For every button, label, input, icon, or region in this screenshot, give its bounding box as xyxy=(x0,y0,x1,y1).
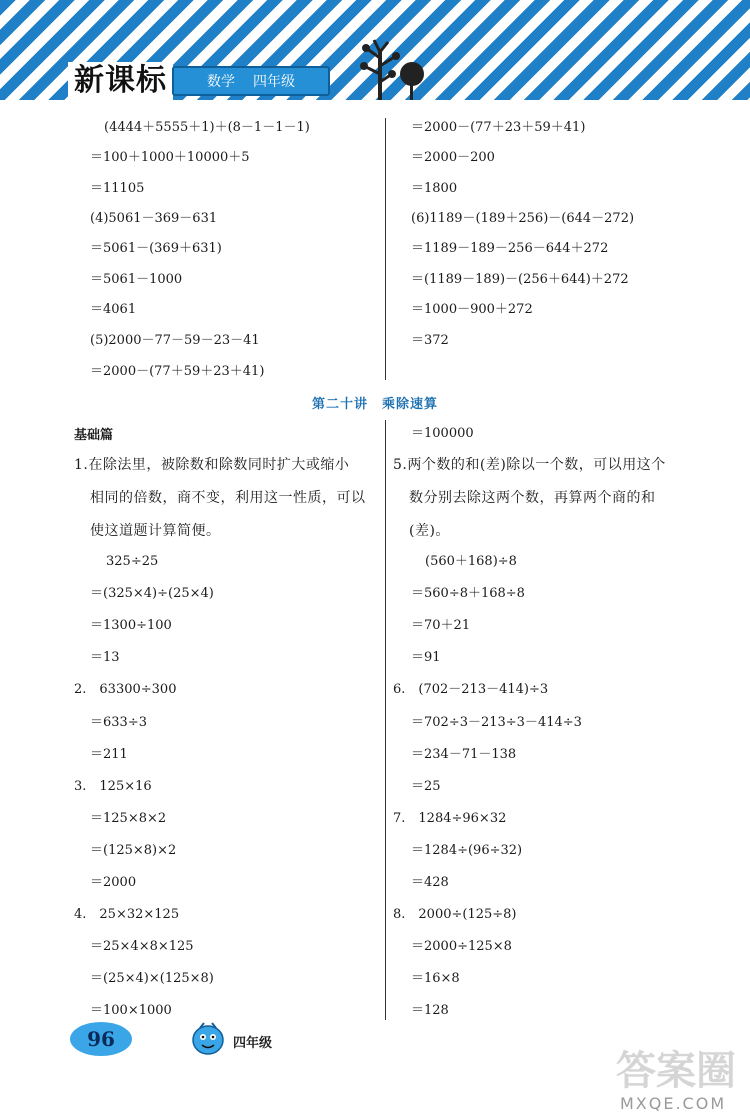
calc-line: (560＋168)÷8 xyxy=(425,554,517,569)
watermark-logo-text: 答案圈 xyxy=(616,1048,736,1094)
calc-line: ＝100＋1000＋10000＋5 xyxy=(90,150,250,165)
calc-line: ＝1284÷(96÷32) xyxy=(411,843,523,858)
calc-line: ＝70＋21 xyxy=(411,618,471,633)
calc-line: ＝2000－200 xyxy=(411,150,495,165)
calc-line: ＝2000－(77＋59＋23＋41) xyxy=(90,364,265,379)
watermark-logo xyxy=(612,1040,742,1100)
calc-line: ＝4061 xyxy=(90,302,137,317)
calc-line: (4444＋5555＋1)＋(8－1－1－1) xyxy=(104,120,310,135)
paragraph-line: 数分别去除这两个数，再算两个商的和 xyxy=(409,490,656,506)
calc-line: ＝2000÷125×8 xyxy=(411,939,512,954)
calc-line: ＝128 xyxy=(411,1003,449,1018)
calc-line: 4. 25×32×125 xyxy=(74,907,180,922)
paragraph-line: 相同的倍数，商不变，利用这一性质，可以 xyxy=(90,490,366,506)
mascot-icon xyxy=(190,1020,226,1058)
calc-line: ＝(125×8)×2 xyxy=(90,843,177,858)
calc-line: (6)1189－(189＋256)－(644－272) xyxy=(411,211,635,226)
calc-line: ＝633÷3 xyxy=(90,715,147,730)
calc-line: ＝2000－(77＋23＋59＋41) xyxy=(411,120,586,135)
calc-line: ＝(325×4)÷(25×4) xyxy=(90,586,214,601)
column-divider-top xyxy=(385,118,386,380)
calc-line: 325÷25 xyxy=(106,554,159,569)
calc-line: 7. 1284÷96×32 xyxy=(393,811,507,826)
calc-line: ＝125×8×2 xyxy=(90,811,167,826)
subject-label: 数学 xyxy=(207,74,235,90)
paragraph-line: (差)。 xyxy=(409,523,450,539)
paragraph-line: 1.在除法里，被除数和除数同时扩大或缩小 xyxy=(74,457,350,473)
calc-line: ＝16×8 xyxy=(411,971,460,986)
subject-grade-box xyxy=(172,66,330,96)
calc-line: ＝91 xyxy=(411,650,441,665)
footer-grade: 四年级 xyxy=(233,1036,273,1051)
calc-line: ＝702÷3－213÷3－414÷3 xyxy=(411,715,582,730)
calc-line: ＝1189－189－256－644＋272 xyxy=(411,241,609,256)
calc-line: 2. 63300÷300 xyxy=(74,682,177,697)
calc-line: ＝(1189－189)－(256＋644)＋272 xyxy=(411,272,629,287)
column-divider-main xyxy=(385,420,386,1020)
calc-line: (5)2000－77－59－23－41 xyxy=(90,333,260,348)
calc-line: ＝(25×4)×(125×8) xyxy=(90,971,214,986)
calc-line: 3. 125×16 xyxy=(74,779,152,794)
calc-line: ＝1000－900＋272 xyxy=(411,302,533,317)
calc-line: ＝234－71－138 xyxy=(411,747,517,762)
calc-line: ＝100000 xyxy=(411,426,474,441)
section-title: 第二十讲 乘除速算 xyxy=(311,397,438,412)
calc-line: ＝11105 xyxy=(90,181,145,196)
calc-line: ＝1300÷100 xyxy=(90,618,172,633)
tree-icon xyxy=(352,34,432,100)
calc-line: ＝25×4×8×125 xyxy=(90,939,194,954)
page-number-badge xyxy=(70,1022,132,1056)
paragraph-line: 5.两个数的和(差)除以一个数，可以用这个 xyxy=(393,457,666,473)
calc-line: 8. 2000÷(125÷8) xyxy=(393,907,517,922)
paragraph-line: 使这道题计算简便。 xyxy=(90,523,221,539)
calc-line: ＝100×1000 xyxy=(90,1003,172,1018)
watermark-site: MXQE.COM xyxy=(620,1094,727,1113)
calc-line: 6. (702－213－414)÷3 xyxy=(393,682,549,697)
calc-line: ＝1800 xyxy=(411,181,458,196)
calc-line: (4)5061－369－631 xyxy=(90,211,218,226)
calc-line: ＝5061－(369＋631) xyxy=(90,241,222,256)
calc-line: ＝5061－1000 xyxy=(90,272,183,287)
calc-line: ＝211 xyxy=(90,747,128,762)
calc-line: ＝2000 xyxy=(90,875,137,890)
calc-line: ＝372 xyxy=(411,333,449,348)
grade-label: 四年级 xyxy=(253,74,295,90)
calc-line: ＝428 xyxy=(411,875,449,890)
brand-title: 新课标 xyxy=(68,62,173,100)
calc-line: ＝560÷8＋168÷8 xyxy=(411,586,525,601)
calc-line: ＝25 xyxy=(411,779,441,794)
basics-label: 基础篇 xyxy=(74,428,114,443)
calc-line: ＝13 xyxy=(90,650,120,665)
header-banner xyxy=(0,0,750,100)
page-number: 96 xyxy=(87,1027,115,1051)
